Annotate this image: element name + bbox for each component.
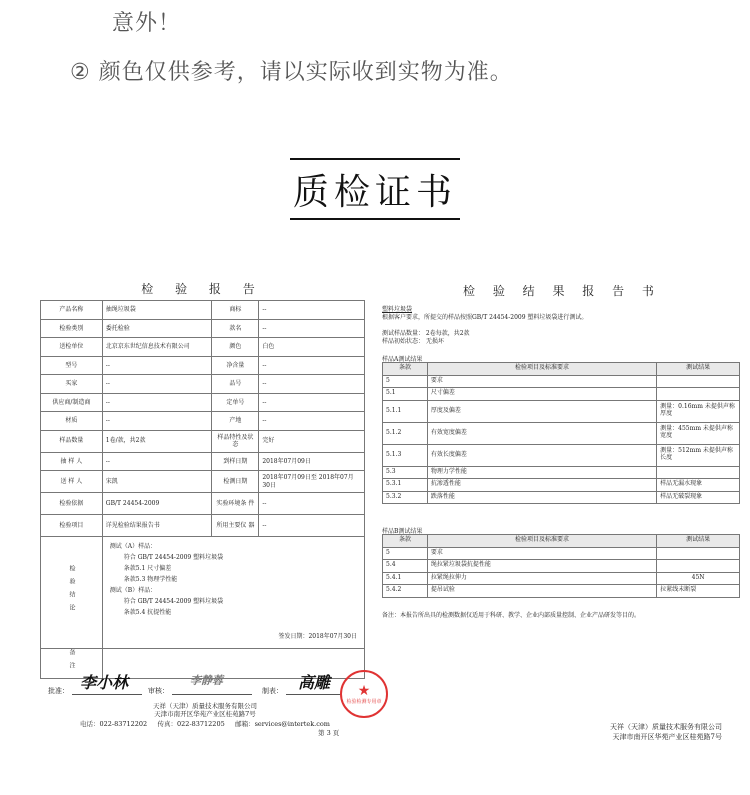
page-number: 第 3 页 xyxy=(318,729,340,737)
sample-name: 塑料垃圾袋 xyxy=(382,306,413,313)
intro-text: 根据客户要求，所提交的样品按照GB/T 24454-2009 塑料垃圾袋进行测试。 xyxy=(382,314,588,321)
prepare-line xyxy=(286,694,342,695)
conclusion-line: 测试（B）样品： xyxy=(109,586,157,594)
table-cell: -- xyxy=(259,375,365,394)
table-cell: 款名 xyxy=(212,319,259,338)
table-cell: 型号 xyxy=(41,356,103,375)
conclusion-row xyxy=(41,537,365,649)
table-cell: 委托检验 xyxy=(102,319,212,338)
table-cell: 要求 xyxy=(427,375,656,388)
table-row xyxy=(383,491,740,504)
note-line-2: ② 颜色仅供参考，请以实际收到实物为准。 xyxy=(70,60,513,85)
table-row xyxy=(383,400,740,422)
phone: 电话：022-83712202 xyxy=(80,720,148,728)
table-cell: 产品名称 xyxy=(41,301,103,320)
table-cell: 检验类别 xyxy=(41,319,103,338)
table-cell: 厚度及偏差 xyxy=(427,400,656,422)
conclusion-label: 检验结论 xyxy=(41,537,103,649)
table-row xyxy=(383,444,740,466)
table-cell: 5.3 xyxy=(383,466,428,479)
table-row xyxy=(383,479,740,492)
certificate-heading xyxy=(290,158,460,220)
table-cell: 颜色 xyxy=(212,338,259,357)
table-cell: -- xyxy=(259,515,365,537)
table-cell: 5.4.1 xyxy=(383,572,428,585)
table-cell: 尺寸偏差 xyxy=(427,388,656,401)
table-row xyxy=(41,356,365,375)
table-header: 检验项目及标准要求 xyxy=(427,363,656,376)
result-table-a xyxy=(382,362,740,504)
table-cell: 送检单位 xyxy=(41,338,103,357)
right-company xyxy=(610,722,722,742)
report-title: 检 验 报 告 xyxy=(141,282,264,296)
table-row xyxy=(41,493,365,515)
table-cell: 抗渗透性能 xyxy=(427,479,656,492)
table-row xyxy=(41,430,365,452)
table-row xyxy=(41,452,365,471)
table-cell: 完好 xyxy=(259,430,365,452)
table-row xyxy=(383,560,740,573)
table-cell: -- xyxy=(259,319,365,338)
table-cell: 实验环境条 件 xyxy=(212,493,259,515)
table-row xyxy=(41,375,365,394)
table-cell: 检测日期 xyxy=(212,471,259,493)
table-cell: 检验项目 xyxy=(41,515,103,537)
table-cell xyxy=(657,388,740,401)
table-cell: 绳拉紧垃圾袋抗提性能 xyxy=(427,560,656,573)
table-cell: -- xyxy=(259,493,365,515)
table-cell: 45N xyxy=(657,572,740,585)
table-cell: -- xyxy=(102,452,212,471)
conclusion-line: 条款5.3 物理学性能 xyxy=(123,575,178,583)
table-header: 条款 xyxy=(383,535,428,548)
table-cell: -- xyxy=(259,356,365,375)
table-cell: 买家 xyxy=(41,375,103,394)
approve-label: 批准： xyxy=(48,687,69,695)
table-cell: 拉紧绳拉伸力 xyxy=(427,572,656,585)
review-line xyxy=(172,694,252,695)
table-cell: 有效宽度偏差 xyxy=(427,422,656,444)
table-cell: 2018年07月09日至 2018年07月30日 xyxy=(259,471,365,493)
conclusion-line: 符合 GB/T 24454-2009 塑料垃圾袋 xyxy=(123,597,224,605)
table-cell: 定单号 xyxy=(212,393,259,412)
table-cell: 5.1.1 xyxy=(383,400,428,422)
email: 邮箱：services@intertek.com xyxy=(235,720,330,728)
table-cell: 2018年07月09日 xyxy=(259,452,365,471)
result-table-b xyxy=(382,534,740,598)
left-company-name: 天祥（天津）质量技术服务有限公司 xyxy=(153,702,257,710)
prepare-label: 制表： xyxy=(262,687,283,695)
table-row xyxy=(41,338,365,357)
table-cell: 5.1.3 xyxy=(383,444,428,466)
signature-area xyxy=(40,668,382,738)
table-header: 测试结果 xyxy=(657,363,740,376)
certificate-title: 质检证书 xyxy=(292,171,457,213)
table-row xyxy=(383,388,740,401)
table-cell: 有效长度偏差 xyxy=(427,444,656,466)
table-cell: 测量：455mm 未提供声称宽度 xyxy=(657,422,740,444)
table-cell: 品号 xyxy=(212,375,259,394)
left-company xyxy=(40,702,370,718)
table-cell: 拉紧线未断裂 xyxy=(657,585,740,598)
table-cell: -- xyxy=(259,301,365,320)
table-cell: 供应商/制造商 xyxy=(41,393,103,412)
group-a-label: 样品A测试结果 xyxy=(382,356,423,363)
group-b-label: 样品B测试结果 xyxy=(382,528,423,535)
issue-date: 签发日期：2018年07月30日 xyxy=(278,632,357,640)
prepare-signature: 高雕 xyxy=(298,673,331,692)
table-header-row xyxy=(383,535,740,548)
table-cell: 抽 样 人 xyxy=(41,452,103,471)
table-header: 检验项目及标准要求 xyxy=(427,535,656,548)
right-company-address: 天津市南开区华苑产业区桂苑路7号 xyxy=(612,733,722,741)
table-cell: 白色 xyxy=(259,338,365,357)
table-row xyxy=(383,375,740,388)
table-cell: 宋凯 xyxy=(102,471,212,493)
table-cell: 5 xyxy=(383,375,428,388)
table-cell: -- xyxy=(259,393,365,412)
table-cell: 样品数量 xyxy=(41,430,103,452)
table-cell: 5.3.2 xyxy=(383,491,428,504)
table-cell: 抽绳垃圾袋 xyxy=(102,301,212,320)
table-cell: 物理力学性能 xyxy=(427,466,656,479)
report-table xyxy=(40,300,365,679)
table-cell: 测量：512mm 未提供声称长度 xyxy=(657,444,740,466)
table-cell: 样品无破裂现象 xyxy=(657,491,740,504)
table-cell xyxy=(657,375,740,388)
table-cell: 样品特性及状态 xyxy=(212,430,259,452)
table-cell: 5.1 xyxy=(383,388,428,401)
table-row xyxy=(41,412,365,431)
sample-qty: 测试样品数量： 2卷每款，共2款 xyxy=(382,330,470,337)
table-cell: -- xyxy=(102,412,212,431)
result-report-title: 检 验 结 果 报 告 书 xyxy=(463,284,661,298)
table-cell: 净含量 xyxy=(212,356,259,375)
table-row xyxy=(41,515,365,537)
table-cell xyxy=(657,547,740,560)
table-header: 条款 xyxy=(383,363,428,376)
table-cell: 1卷/款，共2款 xyxy=(102,430,212,452)
note-line-1: 意外！ xyxy=(112,11,182,36)
table-row xyxy=(383,572,740,585)
table-cell: 要求 xyxy=(427,547,656,560)
table-cell: 5.4.2 xyxy=(383,585,428,598)
table-row xyxy=(41,319,365,338)
fax: 传真：022-83712205 xyxy=(157,720,225,728)
right-company-name: 天祥（天津）质量技术服务有限公司 xyxy=(610,723,722,731)
table-cell: 提吊试验 xyxy=(427,585,656,598)
contact-line xyxy=(80,719,370,728)
table-row xyxy=(41,471,365,493)
table-cell: 5.3.1 xyxy=(383,479,428,492)
table-cell: 商标 xyxy=(212,301,259,320)
conclusion-line: 条款5.1 尺寸偏差 xyxy=(123,564,172,572)
conclusion-line: 条款5.4 抗提性能 xyxy=(123,608,172,616)
table-cell: GB/T 24454-2009 xyxy=(102,493,212,515)
table-row xyxy=(41,393,365,412)
table-cell: 详见检验结果报告书 xyxy=(102,515,212,537)
table-cell: 材质 xyxy=(41,412,103,431)
table-cell: -- xyxy=(102,393,212,412)
report-note: 备注：本报告所出具的检测数据仅适用于科研、教学、企业内部质量控制、企业产品研发等目的。 xyxy=(382,612,641,619)
approve-signature: 李小林 xyxy=(80,673,129,692)
table-cell: 北京京东世纪信息技术有限公司 xyxy=(102,338,212,357)
conclusion-content xyxy=(102,537,364,649)
table-cell: 到样日期 xyxy=(212,452,259,471)
table-cell: 送 样 人 xyxy=(41,471,103,493)
review-label: 审核： xyxy=(148,687,169,695)
table-row xyxy=(383,422,740,444)
approve-line xyxy=(72,694,142,695)
table-row xyxy=(41,301,365,320)
table-header: 测试结果 xyxy=(657,535,740,548)
table-cell: 检验依据 xyxy=(41,493,103,515)
table-cell: 5 xyxy=(383,547,428,560)
table-cell: 跌落性能 xyxy=(427,491,656,504)
table-cell: 5.1.2 xyxy=(383,422,428,444)
table-cell: -- xyxy=(259,412,365,431)
table-cell: 所用主要仪 器 xyxy=(212,515,259,537)
table-row xyxy=(383,466,740,479)
table-cell: 测量：0.16mm 未提供声称厚度 xyxy=(657,400,740,422)
table-row xyxy=(383,547,740,560)
table-cell xyxy=(657,466,740,479)
conclusion-line: 符合 GB/T 24454-2009 塑料垃圾袋 xyxy=(123,553,224,561)
table-cell xyxy=(657,560,740,573)
table-cell: 产地 xyxy=(212,412,259,431)
conclusion-line: 测试（A）样品： xyxy=(109,542,157,550)
left-company-address: 天津市南开区华苑产业区桂苑路7号 xyxy=(154,710,256,718)
table-row xyxy=(383,585,740,598)
table-cell: 样品无漏水现象 xyxy=(657,479,740,492)
table-cell: -- xyxy=(102,375,212,394)
stamp-icon: ★ 检验检测专用章 xyxy=(340,670,388,718)
table-header-row xyxy=(383,363,740,376)
table-cell: 5.4 xyxy=(383,560,428,573)
table-cell: -- xyxy=(102,356,212,375)
remark-label: 备注 xyxy=(41,649,103,679)
sample-state: 样品初始状态： 无损坏 xyxy=(382,338,444,345)
review-signature: 李静蓉 xyxy=(190,674,223,687)
